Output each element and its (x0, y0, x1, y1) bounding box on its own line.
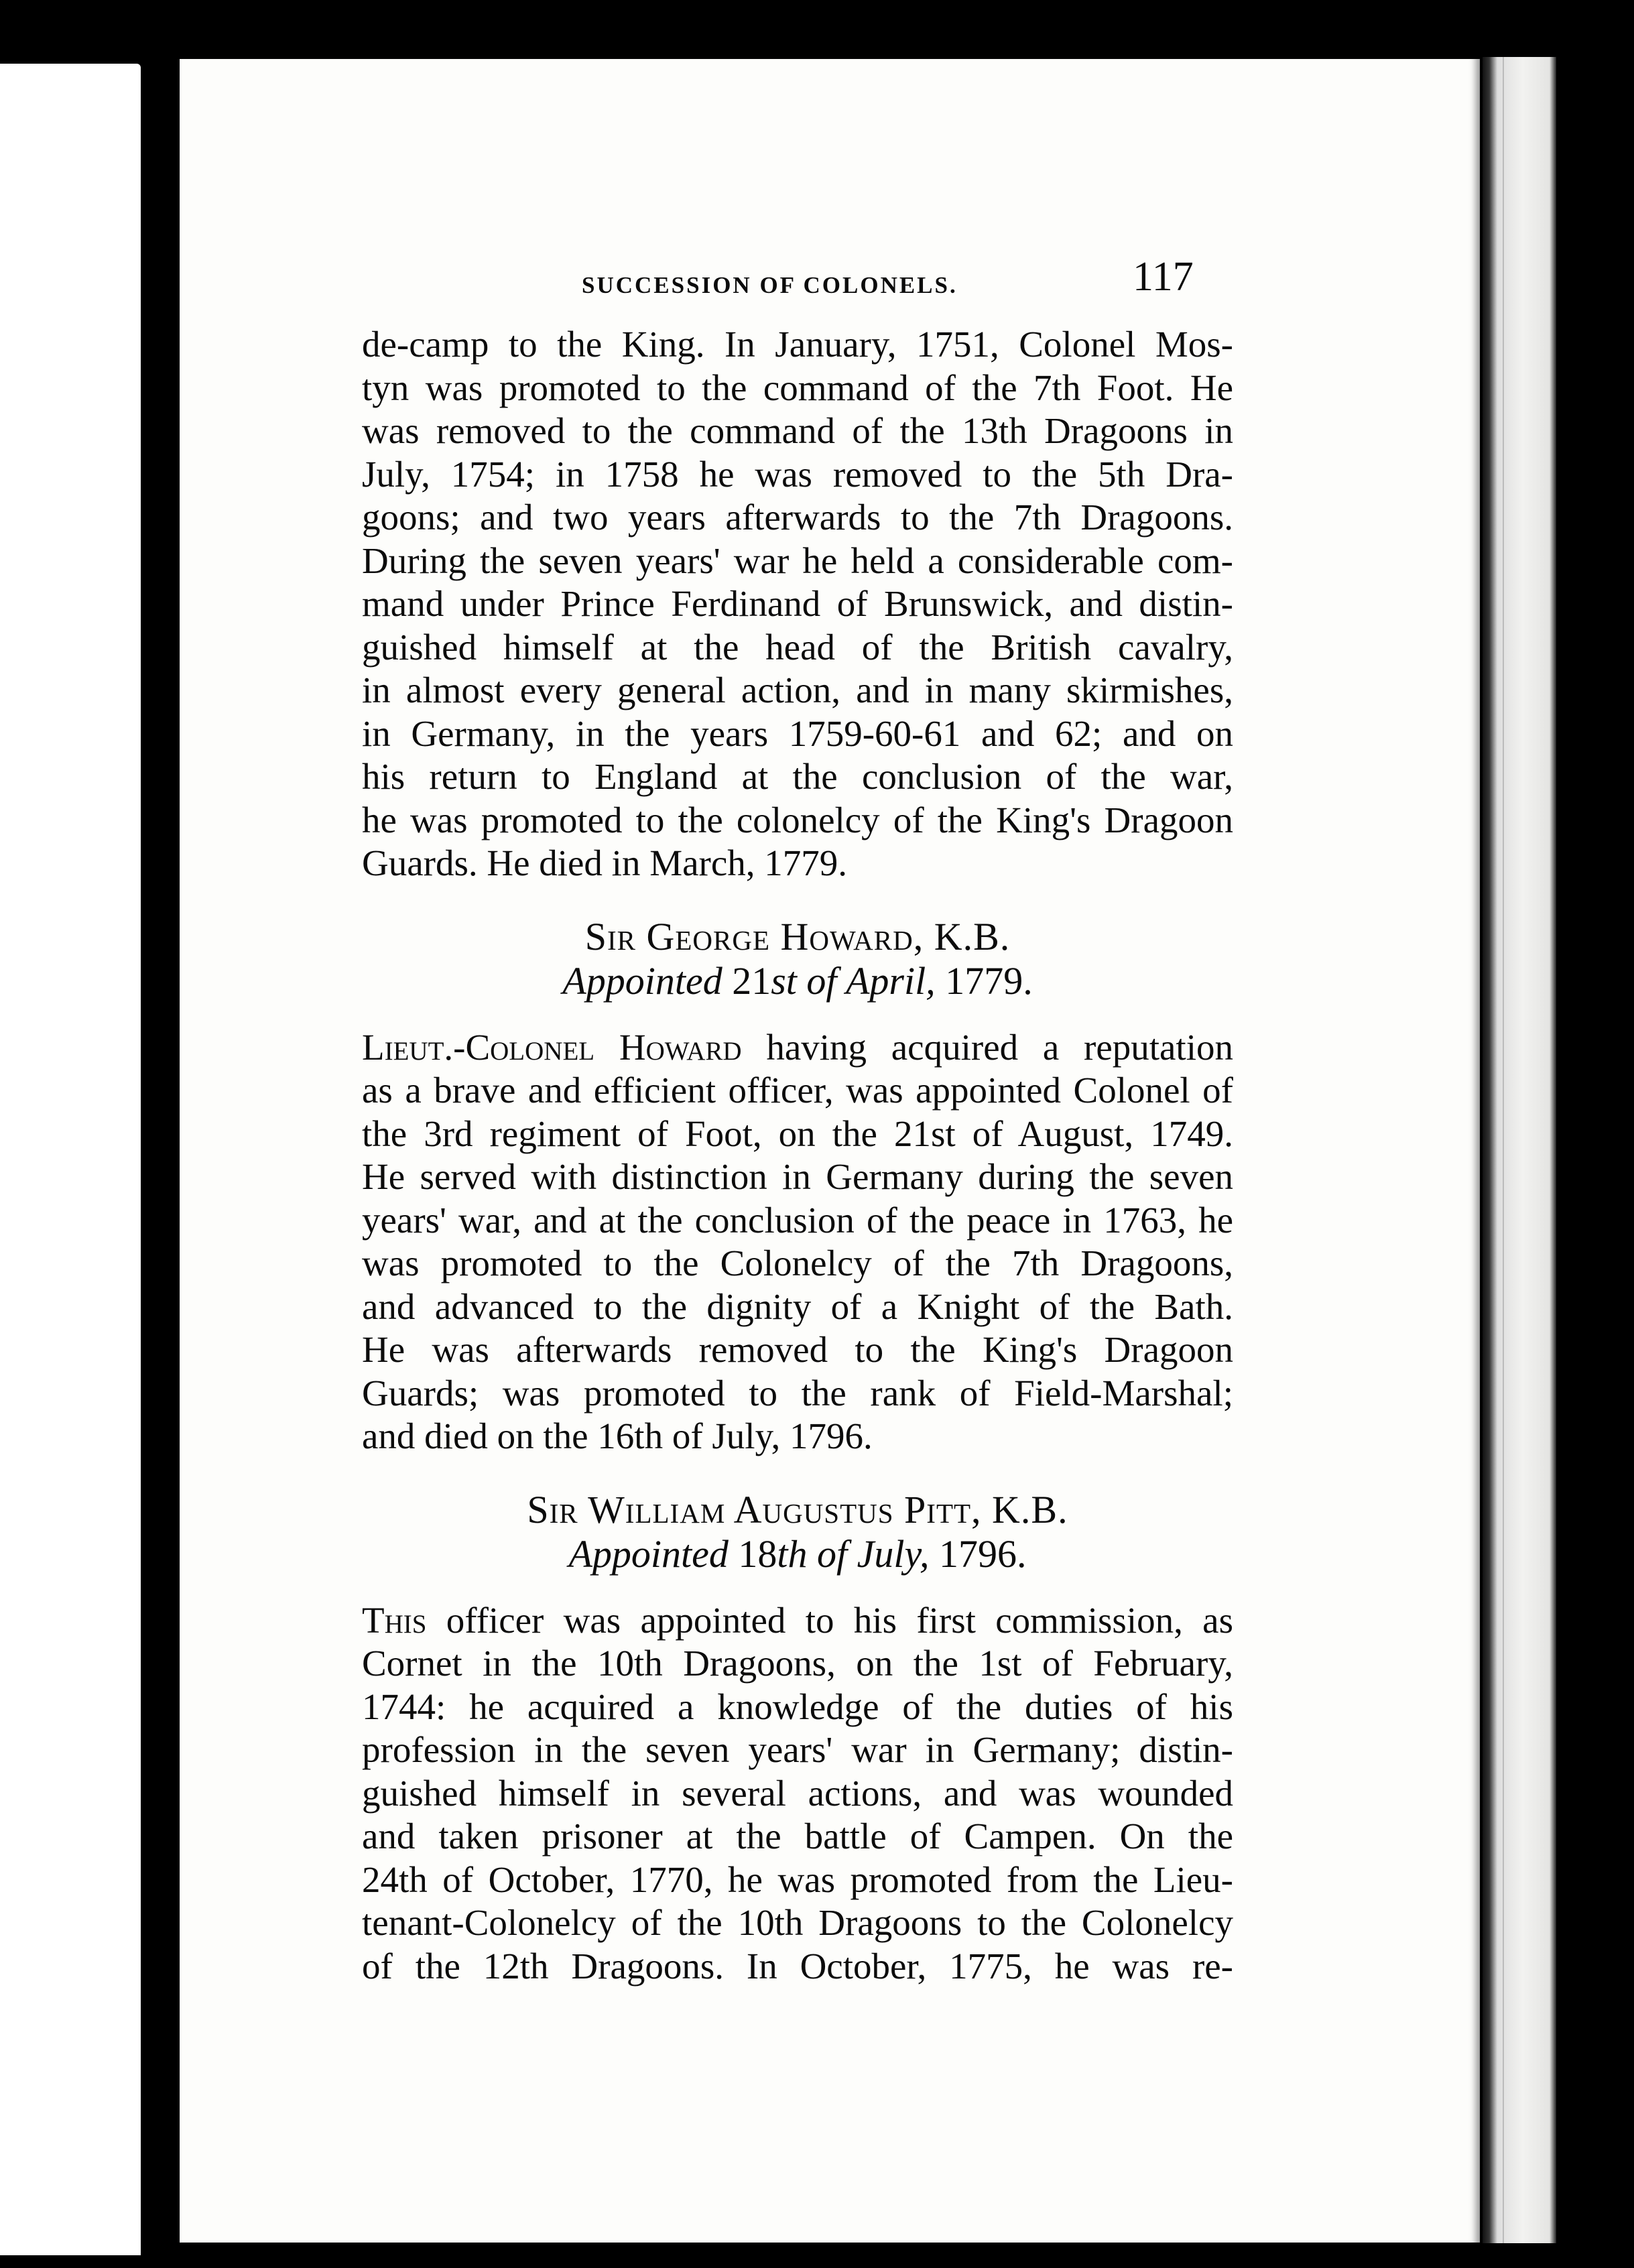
text-line: was removed to the command of the 13th Dragoons in (362, 410, 1233, 451)
appointment-date-howard (362, 959, 1233, 1003)
text-line: as a brave and efficient officer, was appointed Colonel of (362, 1070, 1233, 1111)
text-line: 1744: he acquired a knowledge of the duties of his (362, 1686, 1233, 1727)
text-line: and taken prisoner at the battle of Campen. On the (362, 1816, 1233, 1856)
appointed-year: 1796. (929, 1531, 1027, 1576)
text-line-rest: having acquired a reputation (741, 1026, 1233, 1068)
text-line: guished himself at the head of the British cavalry, (362, 626, 1233, 668)
appointed-day: 21 (722, 958, 771, 1003)
text-line: tenant-Colonelcy of the 10th Dragoons to the Colonelcy (362, 1902, 1233, 1943)
text-line: and advanced to the dignity of a Knight of the Bath. (362, 1285, 1233, 1327)
facing-page-edge (0, 64, 141, 2255)
page-body (362, 323, 1233, 1988)
appointed-label: Appointed (562, 958, 722, 1003)
text-line-rest: officer was appointed to his first commission, as (426, 1599, 1233, 1641)
text-line: During the seven years' war he held a considerable com- (362, 540, 1233, 581)
text-line: guished himself in several actions, and was wounded (362, 1772, 1233, 1814)
appointed-day: 18 (728, 1531, 777, 1576)
text-line: He was afterwards removed to the King's Dragoon (362, 1329, 1233, 1370)
text-line: de-camp to the King. In January, 1751, Colonel Mos- (362, 324, 1233, 365)
section-heading-howard: Sir George Howard, K.B. (584, 914, 1011, 958)
lead-in-caps: This (362, 1599, 427, 1641)
lead-in-caps: Lieut.-Colonel Howard (362, 1026, 742, 1068)
text-line: Guards. He died in March, 1779. (362, 842, 847, 883)
appointed-year: 1779. (935, 958, 1033, 1003)
appointed-suffix: st of April, (771, 958, 936, 1003)
appointment-date-pitt (362, 1532, 1233, 1576)
text-line: in almost every general action, and in many skirmishes, (362, 670, 1233, 710)
paragraph-pitt (362, 1599, 1233, 1989)
text-line: was promoted to the Colonelcy of the 7th Dragoons, (362, 1243, 1233, 1283)
paragraph-howard (362, 1026, 1233, 1458)
text-line: mand under Prince Ferdinand of Brunswick, and distin- (362, 583, 1233, 624)
text-line: Cornet in the 10th Dragoons, on the 1st of February, (362, 1643, 1233, 1684)
text-line: and died on the 16th of July, 1796. (362, 1415, 873, 1456)
running-head: SUCCESSION OF COLONELS. (582, 272, 958, 298)
text-line (362, 1026, 1233, 1070)
text-line: the 3rd regiment of Foot, on the 21st of August, 1749. (362, 1113, 1233, 1154)
text-line: he was promoted to the colonelcy of the King's Dragoon (362, 799, 1233, 840)
paragraph-mostyn (362, 323, 1233, 885)
page-number: 117 (1133, 254, 1194, 300)
text-line: 24th of October, 1770, he was promoted from the Lieu- (362, 1858, 1233, 1900)
text-line: his return to England at the conclusion of the war, (362, 756, 1233, 797)
text-line: He served with distinction in Germany during the seven (362, 1156, 1233, 1197)
text-line: Guards; was promoted to the rank of Field-Marshal; (362, 1372, 1233, 1413)
page-stack-edge (1483, 57, 1556, 2243)
text-line: in Germany, in the years 1759-60-61 and 62; and on (362, 712, 1233, 754)
appointed-suffix: th of July, (777, 1531, 930, 1576)
text-line: of the 12th Dragoons. In October, 1775, he was re- (362, 1945, 1233, 1987)
text-line: tyn was promoted to the command of the 7th Foot. He (362, 367, 1233, 408)
section-heading-pitt: Sir William Augustus Pitt, K.B. (527, 1487, 1068, 1531)
appointed-label: Appointed (568, 1531, 729, 1576)
text-line: years' war, and at the conclusion of the peace in 1763, he (362, 1199, 1233, 1241)
text-line: profession in the seven years' war in Germany; distin- (362, 1729, 1233, 1770)
text-line: July, 1754; in 1758 he was removed to the 5th Dra- (362, 453, 1233, 495)
text-line: goons; and two years afterwards to the 7th Dragoons. (362, 497, 1233, 538)
text-line (362, 1599, 1233, 1643)
